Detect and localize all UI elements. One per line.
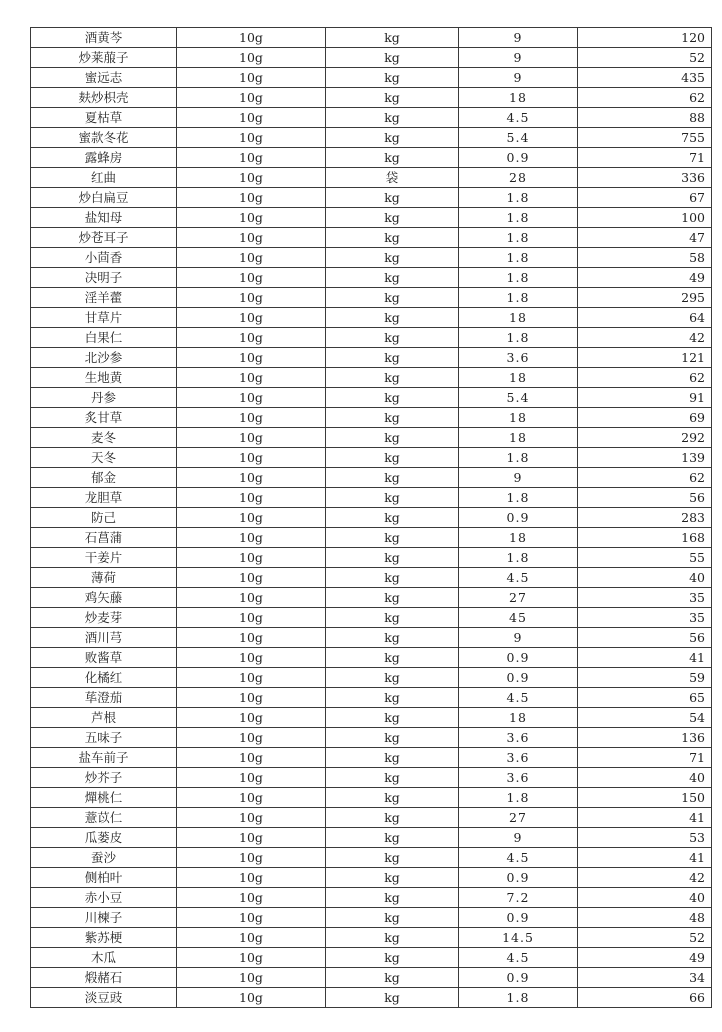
- spec-cell: 10g: [177, 368, 326, 388]
- amount-cell: 41: [578, 648, 712, 668]
- herb-name-cell: 荜澄茄: [31, 688, 177, 708]
- quantity-cell: 3.6: [459, 748, 578, 768]
- spec-cell: 10g: [177, 328, 326, 348]
- amount-cell: 52: [578, 48, 712, 68]
- quantity-cell: 18: [459, 308, 578, 328]
- spec-cell: 10g: [177, 488, 326, 508]
- quantity-cell: 1.8: [459, 228, 578, 248]
- quantity-cell: 1.8: [459, 788, 578, 808]
- amount-cell: 59: [578, 668, 712, 688]
- spec-cell: 10g: [177, 828, 326, 848]
- quantity-cell: 9: [459, 628, 578, 648]
- table-row: [31, 148, 712, 168]
- spec-cell: 10g: [177, 108, 326, 128]
- quantity-cell: 1.8: [459, 268, 578, 288]
- amount-cell: 35: [578, 608, 712, 628]
- unit-cell: kg: [326, 148, 459, 168]
- herb-name-cell: 郁金: [31, 468, 177, 488]
- unit-cell: kg: [326, 108, 459, 128]
- quantity-cell: 28: [459, 168, 578, 188]
- unit-cell: kg: [326, 488, 459, 508]
- table-row: [31, 628, 712, 648]
- table-row: [31, 348, 712, 368]
- herb-price-table: [30, 27, 712, 1008]
- spec-cell: 10g: [177, 388, 326, 408]
- quantity-cell: 0.9: [459, 868, 578, 888]
- amount-cell: 136: [578, 728, 712, 748]
- quantity-cell: 27: [459, 588, 578, 608]
- spec-cell: 10g: [177, 288, 326, 308]
- amount-cell: 65: [578, 688, 712, 708]
- table-row: [31, 108, 712, 128]
- amount-cell: 56: [578, 628, 712, 648]
- unit-cell: kg: [326, 548, 459, 568]
- amount-cell: 48: [578, 908, 712, 928]
- herb-name-cell: 炙甘草: [31, 408, 177, 428]
- quantity-cell: 1.8: [459, 488, 578, 508]
- quantity-cell: 0.9: [459, 508, 578, 528]
- table-row: [31, 828, 712, 848]
- amount-cell: 56: [578, 488, 712, 508]
- unit-cell: kg: [326, 948, 459, 968]
- unit-cell: kg: [326, 268, 459, 288]
- quantity-cell: 14.5: [459, 928, 578, 948]
- spec-cell: 10g: [177, 708, 326, 728]
- amount-cell: 168: [578, 528, 712, 548]
- quantity-cell: 4.5: [459, 848, 578, 868]
- table-row: [31, 488, 712, 508]
- spec-cell: 10g: [177, 208, 326, 228]
- quantity-cell: 9: [459, 468, 578, 488]
- spec-cell: 10g: [177, 548, 326, 568]
- spec-cell: 10g: [177, 408, 326, 428]
- amount-cell: 755: [578, 128, 712, 148]
- unit-cell: kg: [326, 88, 459, 108]
- table-row: [31, 528, 712, 548]
- quantity-cell: 3.6: [459, 348, 578, 368]
- spec-cell: 10g: [177, 608, 326, 628]
- spec-cell: 10g: [177, 848, 326, 868]
- table-row: [31, 588, 712, 608]
- quantity-cell: 7.2: [459, 888, 578, 908]
- unit-cell: kg: [326, 188, 459, 208]
- herb-name-cell: 紫苏梗: [31, 928, 177, 948]
- amount-cell: 62: [578, 88, 712, 108]
- herb-name-cell: 淫羊藿: [31, 288, 177, 308]
- spec-cell: 10g: [177, 508, 326, 528]
- unit-cell: kg: [326, 388, 459, 408]
- herb-name-cell: 北沙参: [31, 348, 177, 368]
- quantity-cell: 27: [459, 808, 578, 828]
- amount-cell: 120: [578, 28, 712, 48]
- unit-cell: kg: [326, 908, 459, 928]
- amount-cell: 47: [578, 228, 712, 248]
- unit-cell: kg: [326, 248, 459, 268]
- herb-name-cell: 盐车前子: [31, 748, 177, 768]
- quantity-cell: 1.8: [459, 988, 578, 1008]
- table-row: [31, 448, 712, 468]
- spec-cell: 10g: [177, 468, 326, 488]
- unit-cell: kg: [326, 448, 459, 468]
- table-row: [31, 928, 712, 948]
- quantity-cell: 18: [459, 528, 578, 548]
- unit-cell: kg: [326, 968, 459, 988]
- spec-cell: 10g: [177, 928, 326, 948]
- quantity-cell: 4.5: [459, 568, 578, 588]
- quantity-cell: 0.9: [459, 968, 578, 988]
- herb-name-cell: 红曲: [31, 168, 177, 188]
- table-row: [31, 568, 712, 588]
- amount-cell: 139: [578, 448, 712, 468]
- quantity-cell: 1.8: [459, 248, 578, 268]
- table-row: [31, 208, 712, 228]
- amount-cell: 53: [578, 828, 712, 848]
- spec-cell: 10g: [177, 888, 326, 908]
- table-row: [31, 848, 712, 868]
- herb-name-cell: 丹参: [31, 388, 177, 408]
- herb-name-cell: 煅赭石: [31, 968, 177, 988]
- spec-cell: 10g: [177, 748, 326, 768]
- unit-cell: kg: [326, 328, 459, 348]
- quantity-cell: 9: [459, 68, 578, 88]
- herb-name-cell: 麸炒枳壳: [31, 88, 177, 108]
- spec-cell: 10g: [177, 48, 326, 68]
- unit-cell: kg: [326, 28, 459, 48]
- herb-name-cell: 燀桃仁: [31, 788, 177, 808]
- herb-name-cell: 赤小豆: [31, 888, 177, 908]
- herb-name-cell: 淡豆豉: [31, 988, 177, 1008]
- unit-cell: kg: [326, 728, 459, 748]
- unit-cell: kg: [326, 228, 459, 248]
- unit-cell: kg: [326, 708, 459, 728]
- table-row: [31, 408, 712, 428]
- herb-name-cell: 夏枯草: [31, 108, 177, 128]
- herb-name-cell: 露蜂房: [31, 148, 177, 168]
- unit-cell: kg: [326, 628, 459, 648]
- unit-cell: kg: [326, 68, 459, 88]
- unit-cell: kg: [326, 348, 459, 368]
- herb-name-cell: 炒麦芽: [31, 608, 177, 628]
- herb-name-cell: 化橘红: [31, 668, 177, 688]
- amount-cell: 121: [578, 348, 712, 368]
- herb-name-cell: 炒芥子: [31, 768, 177, 788]
- amount-cell: 71: [578, 148, 712, 168]
- herb-name-cell: 炒莱菔子: [31, 48, 177, 68]
- quantity-cell: 4.5: [459, 948, 578, 968]
- table-row: [31, 328, 712, 348]
- amount-cell: 40: [578, 888, 712, 908]
- unit-cell: kg: [326, 308, 459, 328]
- table-row: [31, 188, 712, 208]
- amount-cell: 52: [578, 928, 712, 948]
- amount-cell: 71: [578, 748, 712, 768]
- herb-name-cell: 瓜蒌皮: [31, 828, 177, 848]
- amount-cell: 55: [578, 548, 712, 568]
- spec-cell: 10g: [177, 148, 326, 168]
- spec-cell: 10g: [177, 808, 326, 828]
- amount-cell: 69: [578, 408, 712, 428]
- spec-cell: 10g: [177, 908, 326, 928]
- unit-cell: kg: [326, 48, 459, 68]
- quantity-cell: 18: [459, 428, 578, 448]
- spec-cell: 10g: [177, 868, 326, 888]
- quantity-cell: 45: [459, 608, 578, 628]
- amount-cell: 91: [578, 388, 712, 408]
- herb-name-cell: 酒黄芩: [31, 28, 177, 48]
- amount-cell: 34: [578, 968, 712, 988]
- unit-cell: kg: [326, 888, 459, 908]
- spec-cell: 10g: [177, 28, 326, 48]
- amount-cell: 295: [578, 288, 712, 308]
- spec-cell: 10g: [177, 988, 326, 1008]
- quantity-cell: 9: [459, 48, 578, 68]
- quantity-cell: 18: [459, 88, 578, 108]
- table-row: [31, 608, 712, 628]
- quantity-cell: 1.8: [459, 208, 578, 228]
- quantity-cell: 4.5: [459, 688, 578, 708]
- quantity-cell: 1.8: [459, 188, 578, 208]
- table-row: [31, 468, 712, 488]
- amount-cell: 41: [578, 848, 712, 868]
- quantity-cell: 18: [459, 368, 578, 388]
- table-row: [31, 768, 712, 788]
- herb-name-cell: 蜜款冬花: [31, 128, 177, 148]
- herb-name-cell: 甘草片: [31, 308, 177, 328]
- amount-cell: 40: [578, 768, 712, 788]
- table-row: [31, 888, 712, 908]
- table-row: [31, 668, 712, 688]
- table-row: [31, 968, 712, 988]
- unit-cell: kg: [326, 988, 459, 1008]
- table-row: [31, 868, 712, 888]
- table-row: [31, 688, 712, 708]
- quantity-cell: 5.4: [459, 388, 578, 408]
- table-row: [31, 728, 712, 748]
- table-body: [31, 28, 712, 1008]
- amount-cell: 62: [578, 368, 712, 388]
- table-row: [31, 648, 712, 668]
- amount-cell: 283: [578, 508, 712, 528]
- unit-cell: kg: [326, 288, 459, 308]
- table-row: [31, 988, 712, 1008]
- herb-name-cell: 盐知母: [31, 208, 177, 228]
- herb-name-cell: 干姜片: [31, 548, 177, 568]
- unit-cell: kg: [326, 128, 459, 148]
- table-row: [31, 248, 712, 268]
- table-row: [31, 48, 712, 68]
- herb-name-cell: 防己: [31, 508, 177, 528]
- table-row: [31, 948, 712, 968]
- herb-name-cell: 炒苍耳子: [31, 228, 177, 248]
- spec-cell: 10g: [177, 588, 326, 608]
- quantity-cell: 3.6: [459, 728, 578, 748]
- amount-cell: 42: [578, 328, 712, 348]
- herb-name-cell: 川楝子: [31, 908, 177, 928]
- quantity-cell: 0.9: [459, 668, 578, 688]
- amount-cell: 100: [578, 208, 712, 228]
- unit-cell: kg: [326, 208, 459, 228]
- table-row: [31, 808, 712, 828]
- amount-cell: 66: [578, 988, 712, 1008]
- spec-cell: 10g: [177, 188, 326, 208]
- unit-cell: kg: [326, 428, 459, 448]
- amount-cell: 88: [578, 108, 712, 128]
- herb-name-cell: 白果仁: [31, 328, 177, 348]
- unit-cell: kg: [326, 568, 459, 588]
- amount-cell: 150: [578, 788, 712, 808]
- spec-cell: 10g: [177, 968, 326, 988]
- table-row: [31, 288, 712, 308]
- amount-cell: 49: [578, 948, 712, 968]
- amount-cell: 435: [578, 68, 712, 88]
- quantity-cell: 0.9: [459, 908, 578, 928]
- table-row: [31, 228, 712, 248]
- table-row: [31, 268, 712, 288]
- unit-cell: kg: [326, 648, 459, 668]
- herb-name-cell: 侧柏叶: [31, 868, 177, 888]
- spec-cell: 10g: [177, 428, 326, 448]
- amount-cell: 58: [578, 248, 712, 268]
- amount-cell: 67: [578, 188, 712, 208]
- quantity-cell: 1.8: [459, 328, 578, 348]
- spec-cell: 10g: [177, 528, 326, 548]
- herb-name-cell: 败酱草: [31, 648, 177, 668]
- spec-cell: 10g: [177, 568, 326, 588]
- amount-cell: 292: [578, 428, 712, 448]
- unit-cell: kg: [326, 668, 459, 688]
- unit-cell: kg: [326, 528, 459, 548]
- herb-name-cell: 薄荷: [31, 568, 177, 588]
- table-row: [31, 708, 712, 728]
- quantity-cell: 9: [459, 828, 578, 848]
- herb-name-cell: 酒川芎: [31, 628, 177, 648]
- spec-cell: 10g: [177, 728, 326, 748]
- table-row: [31, 128, 712, 148]
- table-row: [31, 68, 712, 88]
- unit-cell: kg: [326, 408, 459, 428]
- herb-name-cell: 鸡矢藤: [31, 588, 177, 608]
- quantity-cell: 0.9: [459, 148, 578, 168]
- table-row: [31, 308, 712, 328]
- spec-cell: 10g: [177, 88, 326, 108]
- quantity-cell: 9: [459, 28, 578, 48]
- unit-cell: kg: [326, 688, 459, 708]
- table-row: [31, 28, 712, 48]
- spec-cell: 10g: [177, 628, 326, 648]
- amount-cell: 41: [578, 808, 712, 828]
- herb-name-cell: 生地黄: [31, 368, 177, 388]
- unit-cell: kg: [326, 808, 459, 828]
- herb-name-cell: 芦根: [31, 708, 177, 728]
- table-row: [31, 788, 712, 808]
- amount-cell: 54: [578, 708, 712, 728]
- spec-cell: 10g: [177, 768, 326, 788]
- quantity-cell: 5.4: [459, 128, 578, 148]
- herb-name-cell: 石菖蒲: [31, 528, 177, 548]
- table-row: [31, 508, 712, 528]
- herb-name-cell: 五味子: [31, 728, 177, 748]
- amount-cell: 336: [578, 168, 712, 188]
- unit-cell: 袋: [326, 168, 459, 188]
- herb-name-cell: 决明子: [31, 268, 177, 288]
- spec-cell: 10g: [177, 788, 326, 808]
- table-row: [31, 908, 712, 928]
- herb-name-cell: 天冬: [31, 448, 177, 468]
- table-row: [31, 368, 712, 388]
- herb-name-cell: 小茴香: [31, 248, 177, 268]
- herb-name-cell: 龙胆草: [31, 488, 177, 508]
- amount-cell: 42: [578, 868, 712, 888]
- table-row: [31, 548, 712, 568]
- spec-cell: 10g: [177, 448, 326, 468]
- spec-cell: 10g: [177, 228, 326, 248]
- table-row: [31, 388, 712, 408]
- unit-cell: kg: [326, 788, 459, 808]
- quantity-cell: 3.6: [459, 768, 578, 788]
- herb-name-cell: 炒白扁豆: [31, 188, 177, 208]
- spec-cell: 10g: [177, 68, 326, 88]
- amount-cell: 64: [578, 308, 712, 328]
- unit-cell: kg: [326, 748, 459, 768]
- unit-cell: kg: [326, 848, 459, 868]
- amount-cell: 49: [578, 268, 712, 288]
- table-row: [31, 88, 712, 108]
- quantity-cell: 1.8: [459, 548, 578, 568]
- table-row: [31, 168, 712, 188]
- unit-cell: kg: [326, 768, 459, 788]
- herb-name-cell: 蚕沙: [31, 848, 177, 868]
- quantity-cell: 1.8: [459, 448, 578, 468]
- quantity-cell: 18: [459, 708, 578, 728]
- unit-cell: kg: [326, 368, 459, 388]
- table-row: [31, 748, 712, 768]
- spec-cell: 10g: [177, 268, 326, 288]
- unit-cell: kg: [326, 608, 459, 628]
- spec-cell: 10g: [177, 168, 326, 188]
- quantity-cell: 18: [459, 408, 578, 428]
- spec-cell: 10g: [177, 688, 326, 708]
- spec-cell: 10g: [177, 668, 326, 688]
- spec-cell: 10g: [177, 308, 326, 328]
- amount-cell: 62: [578, 468, 712, 488]
- unit-cell: kg: [326, 928, 459, 948]
- quantity-cell: 1.8: [459, 288, 578, 308]
- amount-cell: 35: [578, 588, 712, 608]
- herb-name-cell: 木瓜: [31, 948, 177, 968]
- unit-cell: kg: [326, 468, 459, 488]
- unit-cell: kg: [326, 868, 459, 888]
- spec-cell: 10g: [177, 948, 326, 968]
- herb-name-cell: 蜜远志: [31, 68, 177, 88]
- herb-name-cell: 麦冬: [31, 428, 177, 448]
- quantity-cell: 4.5: [459, 108, 578, 128]
- unit-cell: kg: [326, 588, 459, 608]
- spec-cell: 10g: [177, 648, 326, 668]
- unit-cell: kg: [326, 828, 459, 848]
- amount-cell: 40: [578, 568, 712, 588]
- herb-name-cell: 薏苡仁: [31, 808, 177, 828]
- spec-cell: 10g: [177, 348, 326, 368]
- quantity-cell: 0.9: [459, 648, 578, 668]
- spec-cell: 10g: [177, 128, 326, 148]
- spec-cell: 10g: [177, 248, 326, 268]
- table-row: [31, 428, 712, 448]
- unit-cell: kg: [326, 508, 459, 528]
